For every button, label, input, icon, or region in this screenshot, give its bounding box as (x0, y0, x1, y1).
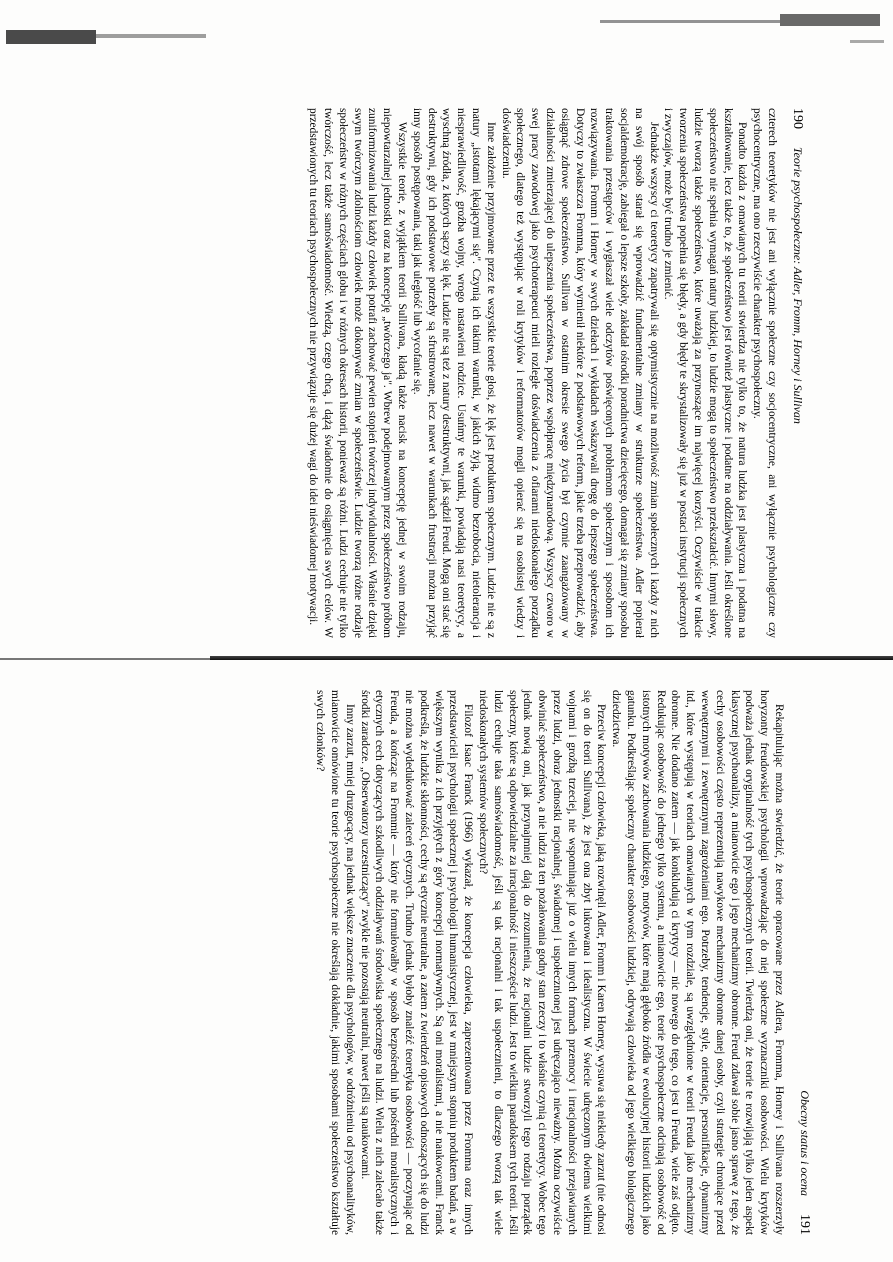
running-head-left: Teorie psychospołeczne: Adler, Fromm, Horney i Sullivan (791, 147, 805, 424)
right-paragraph-4: Inny zarzut, mniej druzgocący, ma jednak większe znaczenie dla psychologów, w odróżnieniu od psychoanalityków, mianowicie omówione tu teorie psychospołeczne nie określają dokładnie, jakimi sposobami społeczeństwo kształtuje swych członków? (314, 690, 356, 1235)
right-paragraph-1: Rekapitulując można stwierdzić, że teorie opracowane przez Adlera, Fromma, Horney i Sullivana rozszerzyły horyzonty freudowskiej psychologii wprowadzając do niej społeczne wyznaczniki osobowości. Wielu krytyków podważa jednak oryginalność tych psychospołecznych teorii. Twierdzą oni, że teorie te rozwijają tylko jeden aspekt klasycznej psychoanalizy, a mianowicie ego i jego mechanizmy obronne. Freud zdawał sobie jasno sprawę z tego, że cechy osobowości często reprezentują nawykowe mechanizmy obronne danej osoby, czyli strategie chroniące przed wewnętrznymi i zewnętrznymi zagrożeniami ego. Potrzeby, tendencje, style, orientacje, personifikacje, dynamizmy itd., które występują w teoriach omawianych w tym rozdziale, są uwzględnione w teorii Freuda jako mechanizmy obronne. Nie dodano zatem — jak konkludują ci krytycy — nic nowego do tego, co jest u Freuda, wiele zaś odjęto. Redukując osobowość do jednego tylko systemu, a mianowicie ego, teorie psychospołeczne odcinają osobowość od istotnych motywów zachowania ludzkiego, motywów, które mają głęboko źródła w ewolucyjnej historii ludzkich jako gatunku. Podkreślając społeczny charakter osobowości ludzkiej, odrywają człowieka od jego wielkiego biologicznego dziedzictwa. (610, 690, 785, 1235)
right-page (62, 690, 812, 1235)
left-paragraph-1: czterech teoretyków nie jest ani wyłącznie społeczne czy socjocentryczne, ani wyłącznie psychologiczne czy psychocentryczne, ma ono rzeczywiście charakter psychospołeczny. (751, 108, 778, 638)
left-paragraph-5: Wszystkie teorie, z wyjątkiem teorii Sullivana, kładą także nacisk na koncepcję jednej w swoim rodzaju, niepowtarzalnej jednostki oraz na koncepcję „twórczego ja". Wbrew podejmowanym przez społeczeństwo próbom zuniformizowania ludzi każdy człowiek potrafi zachować pewien stopień twórczej indywidualności. Właśnie dzięki swym twórczym zdolnościom człowiek może dokonywać zmian w społeczeństwie. Ludzie tworzą różne rodzaje społeczeństw w różnych częściach globu i w różnych okresach historii, ponieważ są różni. Ludzi cechuje nie tylko twórczość, lecz także samoświadomość. Wiedzą, czego chcą, i dążą świadomie do osiągnięcia swych celów. W przedstawionych tu teoriach psychospołecznych nie przywiązuje się dużej wagi do idei nieświadomej motywacji. (307, 108, 409, 638)
book-gutter-shadow (0, 658, 210, 660)
left-page (65, 108, 805, 638)
page-number-right: 191 (797, 1214, 812, 1235)
left-paragraph-2: Ponadto każda z omawianych tu teorii stwierdza nie tylko to, że natura ludzka jest plastyczna i podatna na kształtowanie, lecz także to, że społeczeństwo jest również plastyczne i podatne na oddziaływania. Jeśli określone społeczeństwo nie spełnia wymagań natury ludzkiej, to ludzie mogą to społeczeństwo przekształcić. Innymi słowy, ludzie tworzą także społeczeństwo, które uważają za przynoszące im najwięcej korzyści. Oczywiście w trakcie tworzenia społeczeństwa popełnia się błędy, a gdy błędy te skrystalizowały się już w postaci instytucji społecznych i zwyczajów, może być trudno je zmienić. (662, 108, 749, 638)
scan-edge-mark (850, 40, 884, 43)
running-head-right: Obecny status i ocena (798, 1090, 812, 1196)
scan-edge-mark (600, 20, 780, 23)
page-number-left: 190 (790, 108, 805, 129)
left-paragraph-3: Jednakże wszyscy ci teoretycy zapatrywali się optymistycznie na możliwość zmian społecznych i każdy z nich na swój sposób starał się wprowadzić fundamentalne zmiany w strukturze społeczeństwa. Adler popierał socjaldemokrację, zabiegał o lepsze szkoły, zakładał ośrodki poradnictwa dziecięcego, domagał się zmiany sposobu traktowania przestępców i wygłaszał wiele odczytów poświęconych problemom społecznym i sposobom ich rozwiązywania. Fromm i Horney w swych dziełach i wykładach wskazywali drogę do lepszego społeczeństwa. Dotyczy to zwłaszcza Fromma, który wymienił niektóre z podstawowych reform, jakie trzeba przeprowadzić, aby osiągnąć zdrowe społeczeństwo. Sullivan w ostatnim okresie swego życia był czynnie zaangażowany w działalności zmierzającej do ulepszenia społeczeństwa, poprzez współpracę międzynarodową. Wszyscy czworo w swej pracy zawodowej jako psychoterapeuci mieli rozległe doświadczenia z ofiarami niedoskonałego porządku społecznego, dlatego też występując w roli krytyków i reformatorów mogli opierać się na osobistej wiedzy i doświadczeniu. (499, 108, 660, 638)
right-page-header (796, 690, 812, 1235)
scan-edge-mark (780, 14, 880, 26)
scan-edge-mark (96, 34, 206, 38)
book-gutter (210, 656, 893, 660)
scan-edge-mark (6, 30, 96, 44)
right-paragraph-3: Filozof Isaac Franck (1966) wykazał, że koncepcja człowieka, zaprezentowana przez Fromma oraz innych przedstawicieli psychologii społecznej i psychologii humanistycznej, jest w mniejszym stopniu produktem badań, a w większym wynika z ich przyjętych z góry koncepcji normatywnych. Są oni moralistami, a nie naukowcami. Franck podkreśla, że ludzkie skłonności, cechy są etycznie neutralne, a zatem z twierdzeń opisowych odnoszących się do ludzi nie można wydedukować zaleceń etycznych. Trudno jednak byłoby znaleźć teoretyka osobowości — poczynając od Freuda, a kończąc na Frommie — który nie formułowałby w sposób bezpośredni lub pośredni moralistycznych i etycznych cech dotyczących szkodliwych oddziaływań środowiska społecznego na ludzi. Wielu z nich zalecało także środki zaradcze. „Obserwatorzy uczestniczący" zwykle nie pozostają neutralni, nawet jeśli są naukowcami. (358, 690, 475, 1235)
right-paragraph-2: Przeciw koncepcji człowieka, jaką rozwinęli Adler, Fromm i Karen Horney, wysuwa się niekiedy zarzut (nie odnosi się on do teorii Sullivana), że jest ona zbyt lukrowana i idealistyczna. W świecie udręczonym dwiema wielkimi wojnami i groźbą trzeciej, nie wspominając już o wielu innych formach przemocy i irracjonalności przejawianych przez ludzi, obraz jednostki racjonalnej, świadomej i uspołecznionej jest udręczająco nieważny. Można oczywiście obwiniać społeczeństwo, a nie ludzi za ten pożałowania godny stan rzeczy i to właśnie czynią ci teoretycy. Wobec tego jednak nowią oni, jak przynajmniej dają do zrozumienia, że racjonalni ludzie stworzyli tego rodzaju porządek społeczny, które są odpowiedzialne za irracjonalność i nieszczęście ludzi. Jest to wielkim paradoksem tych teorii. Jeśli ludzi cechuje taka samoświadomość, jeśli są tak racjonalni i tak uspołecznieni, to dlaczego tworzą tak wiele niedoskonałych systemów społecznych? (477, 690, 608, 1235)
left-page-header (789, 108, 805, 638)
left-paragraph-4: Inne założenie przyjmowane przez te wszystkie teorie głosi, że lęk jest produktem społecznym. Ludzie nie są z natury „istotami lękającymi się". Czynią ich takimi warunki, w jakich żyją, widmo bezrobocia, nietolerancja i niesprawiedliwość, groźba wojny, wrogo nastawieni rodzice. Usuńmy te warunki, powiadają nasi teoretycy, a wyschną źródła, z których sączy się lęk. Ludzie nie są też z natury destruktywni, jak sądził Freud. Mogą oni stać się destruktywni, gdy ich podstawowe potrzeby są sfrustrowane, lecz nawet w warunkach frustracji można przyjąć inny sposób postępowania, taki jak uległość lub wycofanie się. (410, 108, 497, 638)
